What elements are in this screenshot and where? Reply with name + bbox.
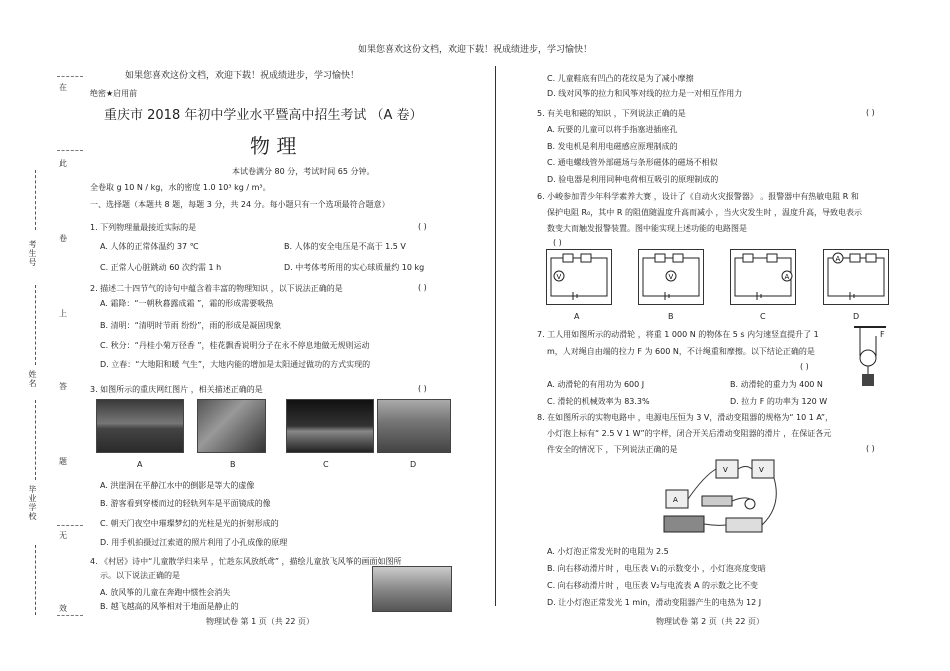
q2-option-c: C. 秋分：“丹桂小菊万径香 ”，桂花飘香说明分子在永不停息地做无规则运动	[100, 341, 370, 350]
q4-stem-cont: 示。以下说法正确的是	[100, 571, 180, 580]
q3-option-d: D. 用手机拍摄过江索道的照片利用了小孔成像的原理	[100, 538, 288, 547]
force-label: F	[880, 330, 885, 339]
seal-dash	[57, 150, 83, 151]
subject-title: 物 理	[250, 134, 297, 158]
q7-line-2: m，人对绳自由端的拉力 F 为 600 N，不计绳重和摩擦。以下结论正确的是	[547, 347, 815, 356]
q7-option-a: A. 动滑轮的有用功为 600 J	[547, 380, 645, 389]
photo-label-b: B	[230, 460, 236, 469]
secret-mark: 绝密★启用前	[90, 89, 138, 98]
q1-option-b: B. 人体的安全电压是不高于 1.5 V	[284, 242, 406, 251]
circuit-label-c: C	[760, 312, 766, 321]
q5-option-b: B. 发电机是利用电磁感应原理制成的	[547, 142, 678, 151]
q5-option-a: A. 玩要的儿童可以将手指塞进插座孔	[547, 125, 678, 134]
school-label: 毕业学校	[28, 485, 37, 521]
circuit-diagram-c	[730, 249, 796, 305]
circuit-label-b: B	[668, 312, 674, 321]
circuit-label-d: D	[853, 312, 860, 321]
q2-bracket: ( )	[418, 283, 427, 292]
photo-hongyadong	[96, 399, 184, 453]
seal-char: 答	[59, 382, 67, 391]
section-one-heading: 一、选择题（本题共 8 题，每题 3 分，共 24 分。每小题只有一个选项最符合题意）	[90, 200, 390, 209]
q8-line-3: 件安全的情况下 ，下列说法正确的是	[547, 445, 678, 454]
q5-option-d: D. 验电器是利用同种电荷相互吸引的原理制成的	[547, 175, 719, 184]
field-line	[35, 170, 36, 230]
q8-option-b: B. 向右移动滑片时 ，电压表 V₁的示数变小 ，小灯泡亮度变暗	[547, 564, 766, 573]
photo-cableway	[377, 399, 451, 453]
name-label: 姓名	[28, 370, 37, 388]
q5-option-c: C. 通电螺线管外部磁场与条形磁体的磁场不相似	[547, 158, 718, 167]
physical-circuit-diagram	[654, 456, 786, 540]
top-banner: 如果您喜欢这份文档，欢迎下载！祝成绩进步，学习愉快！	[357, 45, 592, 55]
q6-line-2: 保护电阻 R₀，其中 R 的阻值随温度升高而减小 ，当火灾发生时 ，温度升高，导致电表示	[547, 208, 863, 217]
photo-chaotianmen	[286, 399, 374, 453]
photo-light-rail	[197, 399, 266, 453]
seal-char: 此	[59, 159, 67, 168]
circuit-label-a: A	[574, 312, 580, 321]
q7-option-b: B. 动滑轮的重力为 400 N	[730, 380, 823, 389]
column-divider	[495, 66, 496, 606]
q6-line-1: 6. 小峻参加青少年科学素养大赛 ，设计了《自动火灾报警器》 。报警器中有热敏电阻 R 和	[537, 192, 859, 201]
q3-option-c: C. 朝天门夜空中璀璨梦幻的光柱是光的折射形成的	[100, 519, 279, 528]
q7-option-c: C. 滑轮的机械效率为 83.3%	[547, 397, 650, 406]
q3-option-a: A. 洪崖洞在平静江水中的倒影是等大的虚像	[100, 481, 255, 490]
svg-text:V: V	[759, 466, 764, 474]
q1-option-a: A. 人体的正常体温约 37 ℃	[100, 242, 199, 251]
svg-text:V: V	[556, 273, 562, 281]
seal-char: 卷	[59, 234, 67, 243]
photo-kite-children	[372, 566, 452, 612]
seal-char: 效	[59, 604, 67, 613]
field-line	[35, 400, 36, 480]
q7-option-d: D. 拉力 F 的功率为 120 W	[730, 397, 828, 406]
pulley-diagram	[850, 324, 890, 390]
seal-dash	[57, 525, 83, 526]
q3-stem: 3. 如图所示的重庆网红图片 ，相关描述正确的是	[90, 385, 263, 394]
q4-option-b: B. 越飞越高的风筝相对于地面是静止的	[100, 602, 239, 611]
circuit-diagram-d	[823, 249, 889, 305]
seal-char: 无	[59, 531, 67, 540]
field-line	[35, 285, 36, 365]
footer-page-1: 物理试卷 第 1 页（共 22 页）	[206, 617, 314, 626]
seal-char: 题	[59, 457, 67, 466]
q7-line-1: 7. 工人用如图所示的动滑轮 ，将重 1 000 N 的物体在 5 s 内匀速竖直提升了 1	[537, 330, 819, 339]
seal-sidebar	[28, 70, 95, 660]
photo-label-a: A	[137, 460, 143, 469]
circuit-diagram-a	[546, 249, 612, 305]
constants-line: 全卷取 g 10 N / kg，水的密度 1.0 10³ kg / m³。	[90, 183, 271, 192]
seal-char: 上	[59, 309, 67, 318]
field-line	[35, 545, 36, 615]
q2-stem: 2. 描述二十四节气的诗句中蕴含着丰富的物理知识 ，以下说法正确的是	[90, 284, 343, 293]
q1-option-d: D. 中考体考所用的实心球质量约 10 kg	[284, 263, 425, 272]
svg-text:A: A	[673, 496, 678, 504]
photo-label-d: D	[410, 460, 417, 469]
seal-char: 在	[59, 83, 67, 92]
q8-option-c: C. 向右移动滑片时 ，电压表 V₂与电流表 A 的示数之比不变	[547, 581, 758, 590]
svg-text:V: V	[668, 273, 674, 281]
exam-info: 本试卷满分 80 分，考试时间 65 分钟。	[232, 167, 375, 176]
q4-option-d: D. 线对风筝的拉力和风筝对线的拉力是一对相互作用力	[547, 89, 743, 98]
q1-bracket: ( )	[418, 222, 427, 231]
circuit-diagram-b	[638, 249, 704, 305]
q2-option-d: D. 立春：“大地阳和暖 气生”，大地内能的增加是太阳通过做功的方式实现的	[100, 360, 371, 369]
seal-dash	[57, 615, 83, 616]
q6-line-3: 数变大而触发报警装置。图中能实现上述功能的电路图是	[547, 224, 747, 233]
q6-bracket: ( )	[553, 238, 562, 247]
q8-bracket: ( )	[866, 444, 875, 453]
q1-stem: 1. 下列物理量最接近实际的是	[90, 223, 197, 232]
q4-stem: 4. 《村居》诗中“儿童散学归来早 ，忙趁东风放纸鸢” ，描绘儿童放飞风筝的画面如图所	[90, 557, 402, 566]
photo-label-c: C	[323, 460, 329, 469]
candidate-number-label: 考生号	[28, 240, 37, 267]
footer-page-2: 物理试卷 第 2 页（共 22 页）	[656, 617, 764, 626]
q7-bracket: ( )	[800, 362, 809, 371]
svg-text:A: A	[835, 255, 841, 263]
seal-dash	[57, 76, 83, 77]
q3-option-b: B. 游客看到穿楼而过的轻轨列车是平面镜成的像	[100, 499, 271, 508]
exam-title: 重庆市 2018 年初中学业水平暨高中招生考试 （A 卷）	[104, 108, 423, 123]
q5-bracket: ( )	[866, 108, 875, 117]
svg-text:V: V	[723, 466, 728, 474]
svg-text:A: A	[784, 273, 790, 281]
q1-option-c: C. 正常人心脏跳动 60 次约需 1 h	[100, 263, 222, 272]
q8-option-d: D. 让小灯泡正常发光 1 min，滑动变阻器产生的电热为 12 J	[547, 598, 762, 607]
q5-stem: 5. 有关电和磁的知识 ，下列说法正确的是	[537, 109, 686, 118]
q2-option-a: A. 霜降：“一朝秋暮露成霜 ”，霜的形成需要吸热	[100, 299, 274, 308]
q4-option-a: A. 放风筝的儿童在奔跑中惯性会消失	[100, 588, 231, 597]
q2-option-b: B. 清明：“清明时节雨 纷纷”，雨的形成是凝固现象	[100, 321, 282, 330]
q8-option-a: A. 小灯泡正常发光时的电阻为 2.5	[547, 547, 669, 556]
q4-option-c: C. 儿童鞋底有凹凸的花纹是为了减小摩擦	[547, 74, 694, 83]
q8-line-1: 8. 在如图所示的实物电路中 ，电源电压恒为 3 V，滑动变阻器的规格为“ 10 1 A”，	[537, 413, 834, 422]
q3-bracket: ( )	[418, 384, 427, 393]
left-banner: 如果您喜欢这份文档，欢迎下载！祝成绩进步，学习愉快！	[125, 71, 360, 81]
q8-line-2: 小灯泡上标有“ 2.5 V 1 W”的字样，闭合开关后滑动变阻器的滑片 ，在保证各元	[547, 429, 832, 438]
